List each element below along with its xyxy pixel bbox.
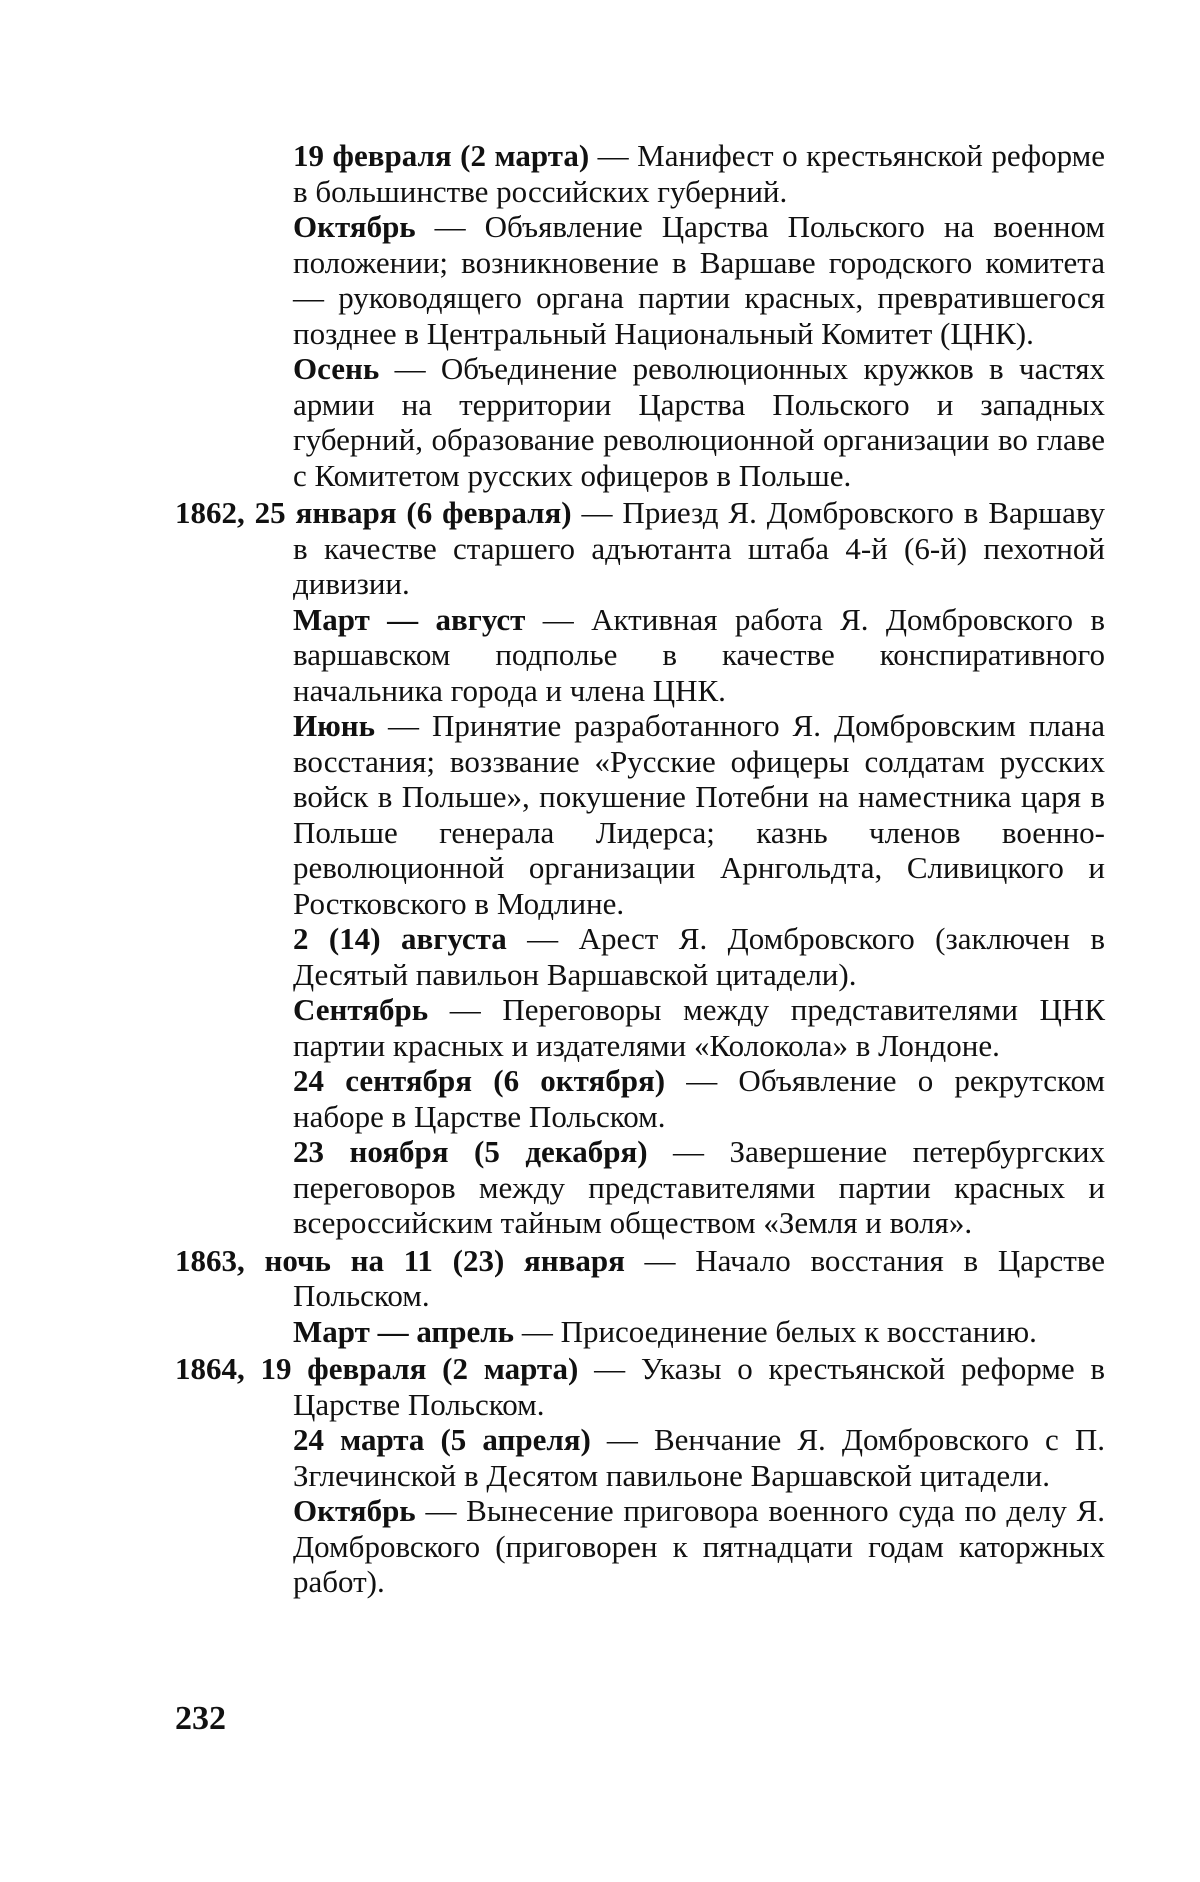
chronology-entry [175, 602, 1105, 709]
entry-text: — Венчание Я. Домбровского с П. Зглечинской в Десятом павильоне Варшавской цитадели. [293, 1422, 1105, 1493]
entry-date: ночь на 11 (23) января [264, 1243, 624, 1278]
entry-date: Октябрь [293, 1493, 416, 1528]
entry-date: Сентябрь [293, 992, 428, 1027]
entry-year: 1862, [175, 495, 245, 530]
entry-date: 23 ноября (5 декабря) [293, 1134, 648, 1169]
chronology-entry [175, 1493, 1105, 1600]
entry-text: — Активная работа Я. Домбровского в варшавском подполье в качестве конспиративного начальника города и члена ЦНК. [293, 602, 1105, 708]
entry-text: — Переговоры между представителями ЦНК партии красных и издателями «Колокола» в Лондоне. [293, 992, 1105, 1063]
entry-text: — Арест Я. Домбровского (заключен в Десятый павильон Варшавской цитадели). [293, 921, 1105, 992]
entry-text: — Манифест о крестьянской реформе в большинстве российских губерний. [293, 138, 1105, 209]
entry-text: — Приезд Я. Домбровского в Варшаву в качестве старшего адъютанта штаба 4-й (6-й) пехотной дивизии. [293, 495, 1105, 601]
entry-text: — Указы о крестьянской реформе в Царстве Польском. [293, 1351, 1105, 1422]
page-number: 232 [175, 1700, 226, 1738]
entry-text: — Начало восстания в Царстве Польском. [293, 1243, 1105, 1314]
chronology-entry [175, 1422, 1105, 1493]
entry-text: — Объединение революционных кружков в частях армии на территории Царства Польского и западных губерний, образование революционной организации во главе с Комитетом русских офицеров в Польше. [293, 351, 1105, 493]
entry-date: Осень [293, 351, 379, 386]
chronology-entry [175, 351, 1105, 493]
entry-date: Март — август [293, 602, 525, 637]
entry-text: — Присоединение белых к восстанию. [514, 1314, 1037, 1349]
chronology-year-entry [175, 1243, 1105, 1314]
entry-date: Март — апрель [293, 1314, 514, 1349]
entry-text: — Объявление о рекрутском наборе в Царстве Польском. [293, 1063, 1105, 1134]
entry-year: 1863, [175, 1243, 245, 1278]
entry-date: 2 (14) августа [293, 921, 507, 956]
chronology-entry [175, 209, 1105, 351]
chronology-entry [175, 992, 1105, 1063]
entry-date: 19 февраля (2 марта) [293, 138, 589, 173]
entry-date: 24 сентября (6 октября) [293, 1063, 665, 1098]
entry-year: 1864, [175, 1351, 245, 1386]
entry-date: Октябрь [293, 209, 416, 244]
chronology-year-entry [175, 1351, 1105, 1422]
entry-date: 19 февраля (2 марта) [261, 1351, 579, 1386]
chronology-text [175, 138, 1105, 1600]
book-page [0, 0, 1200, 1882]
entry-date: Июнь [293, 708, 375, 743]
entry-text: — Завершение петербургских переговоров между представителями партии красных и всероссийским тайным обществом «Земля и воля». [293, 1134, 1105, 1240]
entry-date: 25 января (6 февраля) [255, 495, 572, 530]
entry-text: — Принятие разработанного Я. Домбровским плана восстания; воззвание «Русские офицеры солдатам русских войск в Польше», покушение Потебни на наместника царя в Польше генерала Лидерса; казнь членов военно-революционной организации Арнгольдта, Сливицкого и Ростковского в Модлине. [293, 708, 1105, 921]
chronology-entry [175, 138, 1105, 209]
entry-date: 24 марта (5 апреля) [293, 1422, 591, 1457]
entry-text: — Вынесение приговора военного суда по делу Я. Домбровского (приговорен к пятнадцати годам каторжных работ). [293, 1493, 1105, 1599]
chronology-year-entry [175, 495, 1105, 602]
chronology-entry [175, 1134, 1105, 1241]
chronology-entry [175, 1063, 1105, 1134]
chronology-entry [175, 921, 1105, 992]
chronology-entry [175, 1314, 1105, 1350]
chronology-entry [175, 708, 1105, 921]
entry-text: — Объявление Царства Польского на военном положении; возникновение в Варшаве городского комитета — руководящего органа партии красных, превратившегося позднее в Центральный Национальный Комитет (ЦНК). [293, 209, 1105, 351]
